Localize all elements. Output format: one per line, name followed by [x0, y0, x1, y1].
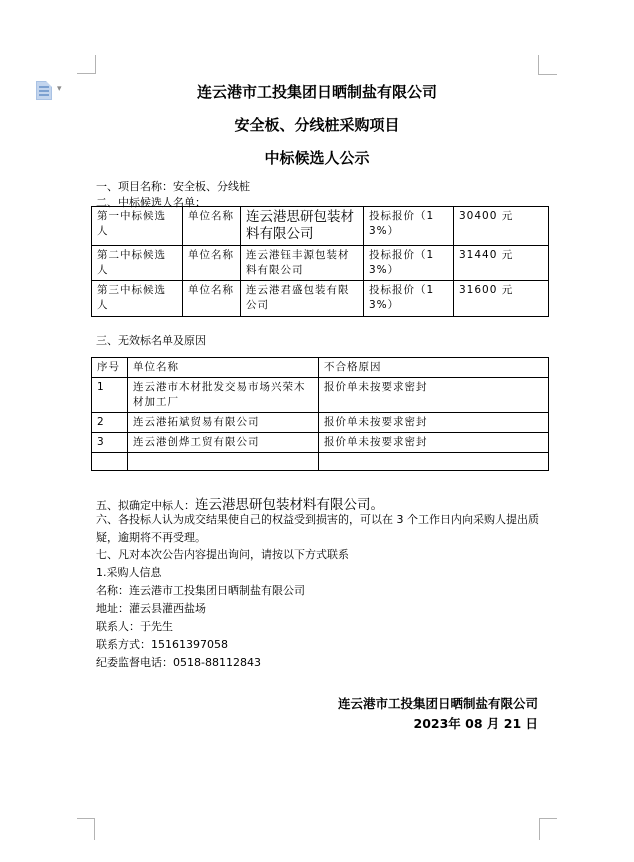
row-company: 连云港创烨工贸有限公司: [128, 433, 319, 453]
price-value: 30400 元: [454, 207, 549, 246]
text-boundary-mark-top-left: [77, 55, 96, 74]
text-boundary-mark-bottom-left: [77, 818, 95, 840]
row-company: 连云港市木材批发交易市场兴荣木材加工厂: [128, 378, 319, 413]
proposed-winner-company: 连云港思研包装材料有限公司。: [195, 497, 384, 513]
table-row: [92, 281, 549, 317]
price-value: 31600 元: [454, 281, 549, 317]
header-company: 单位名称: [128, 358, 319, 378]
name-label: 单位名称: [183, 281, 241, 317]
name-label: 单位名称: [183, 207, 241, 246]
row-reason: [319, 453, 549, 471]
title-project: 安全板、分线桩采购项目: [234, 116, 400, 134]
text-boundary-mark-bottom-right: [539, 818, 557, 840]
candidate-rank: 第二中标候选人: [92, 246, 183, 281]
supervision-phone: 纪委监督电话：0518-88112843: [96, 656, 261, 669]
proposed-winner-label: 五、拟确定中标人：: [96, 499, 195, 512]
table-row: [92, 207, 549, 246]
row-company: 连云港拓斌贸易有限公司: [128, 413, 319, 433]
row-no: 2: [92, 413, 128, 433]
name-label: 单位名称: [183, 246, 241, 281]
table-row-empty: [92, 453, 549, 471]
section-project-name: 一、项目名称：安全板、分线桩: [96, 180, 250, 193]
section-contact-intro: 七、凡对本次公告内容提出询问，请按以下方式联系: [96, 548, 349, 561]
signature-company: 连云港市工投集团日晒制盐有限公司: [337, 696, 538, 711]
purchaser-info-heading: 1.采购人信息: [96, 566, 162, 579]
row-no: 1: [92, 378, 128, 413]
price-label: 投标报价（13%）: [364, 246, 454, 281]
table-row: [92, 378, 549, 413]
price-label: 投标报价（13%）: [364, 281, 454, 317]
row-no: [92, 453, 128, 471]
section-candidate-list: 二、中标候选人名单：: [96, 196, 206, 209]
candidate-company: 连云港君盛包装有限公司: [241, 281, 364, 317]
candidate-rank: 第一中标候选人: [92, 207, 183, 246]
purchaser-phone: 联系方式：15161397058: [96, 638, 228, 651]
row-reason: 报价单未按要求密封: [319, 433, 549, 453]
table-row: [92, 246, 549, 281]
signature-date: 2023年 08 月 21 日: [413, 716, 538, 731]
row-company: [128, 453, 319, 471]
row-reason: 报价单未按要求密封: [319, 413, 549, 433]
table-row: [92, 433, 549, 453]
purchaser-contact: 联系人：于先生: [96, 620, 173, 633]
price-value: 31440 元: [454, 246, 549, 281]
table-row: [92, 413, 549, 433]
row-no: 3: [92, 433, 128, 453]
signature-block: [338, 694, 538, 734]
header-reason: 不合格原因: [319, 358, 549, 378]
candidate-rank: 第三中标候选人: [92, 281, 183, 317]
candidates-table: [91, 206, 549, 317]
text-boundary-mark-top-right: [538, 55, 557, 75]
table-header-row: [92, 358, 549, 378]
candidate-company: 连云港钰丰源包装材料有限公司: [241, 246, 364, 281]
row-reason: 报价单未按要求密封: [319, 378, 549, 413]
header-no: 序号: [92, 358, 128, 378]
section-objection-line2: 疑，逾期将不再受理。: [96, 531, 206, 544]
candidate-company: 连云港思研包装材料有限公司: [241, 207, 364, 246]
invalid-bids-table: [91, 357, 549, 471]
purchaser-name: 名称：连云港市工投集团日晒制盐有限公司: [96, 584, 305, 597]
purchaser-address: 地址：灌云县灌西盐场: [96, 602, 206, 615]
section-invalid-bids: 三、无效标名单及原因: [96, 334, 206, 347]
title-company: 连云港市工投集团日晒制盐有限公司: [196, 83, 437, 101]
section-proposed-winner: [96, 493, 384, 513]
chevron-down-icon[interactable]: ▾: [57, 84, 62, 94]
title-notice: 中标候选人公示: [264, 149, 370, 167]
section-objection-line1: 六、各投标人认为成交结果使自己的权益受到损害的，可以在 3 个工作日内向采购人提出质: [96, 513, 539, 526]
price-label: 投标报价（13%）: [364, 207, 454, 246]
